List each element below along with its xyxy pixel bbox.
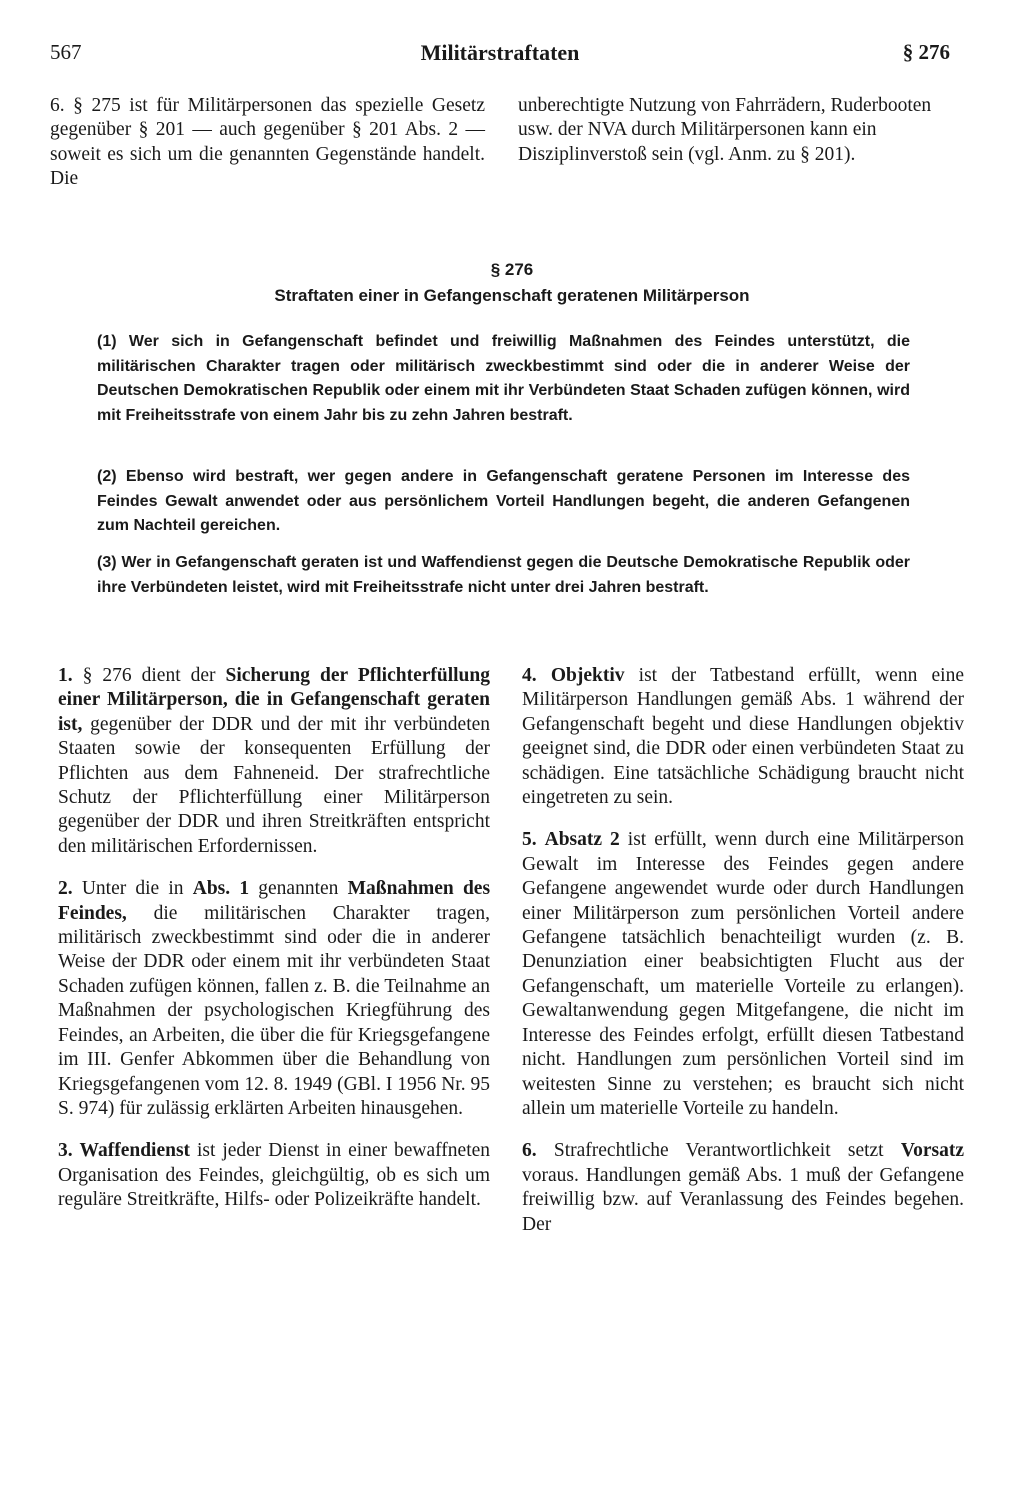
note-4: 4. Objektiv ist der Tatbestand erfüllt, wenn eine Militärperson Handlungen gemäß Abs. 1 während der Gefangenschaft begeht und diese Handlungen objektiv geeignet sind, die DDR oder einen verbündeten Staat zu schädigen. Eine tatsächliche Schädigung braucht nicht eingetreten zu sein. [522, 665, 964, 809]
note-number: 5. [522, 829, 537, 851]
law-paragraph-3: (3) Wer in Gefangenschaft geraten ist und Waffendienst gegen die Deutsche Demokratische Republik oder ihre Verbündeten leistet, wird mit Freiheitsstrafe nicht unter drei Jahren bestraft. [97, 554, 910, 596]
commentary-left-column [58, 664, 490, 1213]
note-number: 1. [58, 665, 73, 686]
top-right-text-column [518, 94, 964, 167]
note-5: 5. Absatz 2 ist erfüllt, wenn durch eine Militärperson Gewalt im Interesse des Feindes gegen andere Gefangene angewendet wurde oder durch Handlungen einer Militärperson zum persönlichen Vorteil andere Gefangene tatsächlich benachteiligt wurden (z. B. Denunziation einer beabsichtigten Flucht aus der Gefangenschaft, um materielle Vorteile zu erlangen). Gewaltanwendung gegen Mitgefangene, die nicht im Interesse des Feindes erfolgt, erfüllt diesen Tatbestand nicht. Handlungen zum persönlichen Vorteil sind im weitesten Sinne zu verstehen; es braucht sich nicht allein um materielle Vorteile zu handeln. [522, 829, 964, 1119]
law-section-title: Straftaten einer in Gefangenschaft geratenen Militärperson [274, 286, 750, 305]
note-number: 6. [522, 1140, 537, 1162]
note-6-previous: 6. § 275 ist für Militärpersonen das spezielle Gesetz gegenüber § 201 — auch gegenüber § 201 Abs. 2 — soweit es sich um die genannten Gegenstände handelt. Die [50, 95, 485, 190]
law-paragraph-1: (1) Wer sich in Gefangenschaft befindet und freiwillig Maßnahmen des Feindes unterstützt, die militärischen Charakter tragen oder militärisch zweckbestimmt sind oder die in anderer Weise der Deutschen Demokratischen Republik oder einem mit ihr Verbündeten Staat Schaden zufügen können, wird mit Freiheitsstrafe von einem Jahr bis zu zehn Jahren bestraft. [97, 333, 910, 424]
note-number: 4. [522, 665, 537, 686]
note-6-continued: unberechtigte Nutzung von Fahrrädern, Ruderbooten usw. der NVA durch Militärpersonen kann ein Disziplinverstoß sein (vgl. Anm. zu § 201). [518, 95, 932, 165]
page-header [50, 40, 950, 74]
top-left-text-column [50, 94, 485, 192]
law-section-number: § 276 [490, 260, 534, 279]
note-number: 2. [58, 878, 73, 900]
note-1: 1. § 276 dient der Sicherung der Pflichterfüllung einer Militärperson, die in Gefangenschaft geraten ist, gegenüber der DDR und der mit ihr verbündeten Staaten sowie der konsequenten Erfüllung der Pflichten aus dem Fahneneid. Der strafrechtliche Schutz der Pflichterfüllung einer Militärperson gegenüber der DDR und ihren Streitkräften entspricht den militärischen Erfordernissen. [58, 665, 491, 857]
running-title: Militärstraftaten [420, 40, 580, 65]
note-2: 2. Unter die in Abs. 1 genannten Maßnahmen des Feindes, die militärischen Charakter tragen, militärisch zweckbestimmt sind oder die in anderer Weise der DDR oder einem mit ihr verbündeten Staat Schaden zufügen können, fallen z. B. die Teilnahme an Maßnahmen der psychologischen Kriegführung des Feindes, an Arbeiten, die über die für Kriegsgefangene im III. Genfer Abkommen über die Behandlung von Kriegsgefangenen vom 12. 8. 1949 (GBl. I 1956 Nr. 95 S. 974) für zulässig erklärten Arbeiten hinausgehen. [58, 878, 491, 1119]
law-paragraph-2: (2) Ebenso wird bestraft, wer gegen andere in Gefangenschaft geratene Personen im Interesse des Feindes Gewalt anwendet oder aus persönlichem Vorteil Handlungen begeht, die anderen Gefangenen zum Nachteil gereichen. [97, 468, 910, 534]
note-number: 3. [58, 1140, 73, 1162]
page-number: 567 [50, 40, 82, 64]
running-section: § 276 [902, 40, 950, 64]
note-3: 3. Waffendienst ist jeder Dienst in einer bewaffneten Organisation des Feindes, gleichgültig, ob es sich um reguläre Streitkräfte, Hilfs- oder Polizeikräfte handelt. [58, 1140, 491, 1211]
note-6: 6. Strafrechtliche Verantwortlichkeit setzt Vorsatz voraus. Handlungen gemäß Abs. 1 muß der Gefangene freiwillig bzw. auf Veranlassung des Feindes begehen. Der [522, 1140, 965, 1235]
commentary-right-column [522, 664, 964, 1237]
